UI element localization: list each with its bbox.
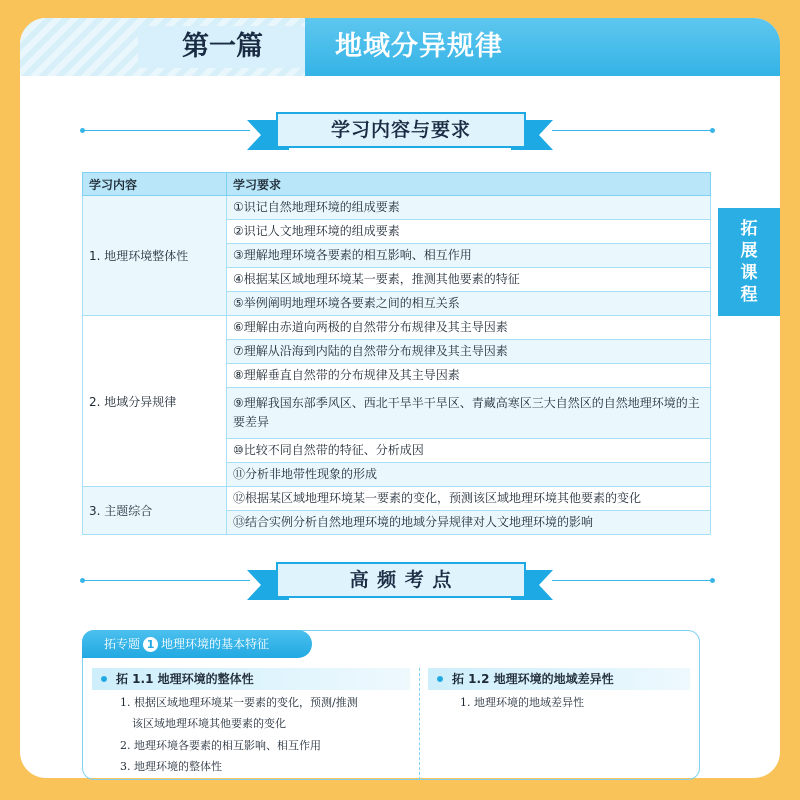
section-title: 高 频 考 点 [276,562,526,598]
table-row [83,316,711,340]
requirement-cell: ⑧理解垂直自然带的分布规律及其主导因素 [227,364,711,388]
topic-prefix: 拓专题 [104,637,141,651]
side-tab-char: 程 [740,285,758,305]
point-text: 该区域地理环境其他要素的变化 [132,717,286,730]
table-row [83,196,711,220]
side-tab-char: 拓 [740,219,758,239]
section-ribbon-learning [0,106,800,156]
requirement-cell: ⑪分析非地带性现象的形成 [227,463,711,487]
requirement-cell: ①识记自然地理环境的组成要素 [227,196,711,220]
table-header-row [83,173,711,196]
subtopic-heading [92,668,410,690]
ribbon-line-right [552,130,712,131]
subtopic-title: 拓 1.1 地理环境的整体性 [116,672,254,686]
requirement-cell: ⑤举例阐明地理环境各要素之间的相互关系 [227,292,711,316]
requirement-cell: ⑬结合实例分析自然地理环境的地域分异规律对人文地理环境的影响 [227,511,711,535]
topic-number-badge: 1 [143,637,158,652]
col-header-content: 学习内容 [83,173,227,196]
topic-name: 地理环境的基本特征 [161,637,270,651]
requirement-cell: ⑨理解我国东部季风区、西北干旱半干旱区、青藏高寒区三大自然区的自然地理环境的主要差异 [227,388,711,439]
requirement-cell: ⑩比较不同自然带的特征、分析成因 [227,439,711,463]
ribbon-line-left [82,580,250,581]
side-tab-char: 课 [740,263,758,283]
section-title: 学习内容与要求 [276,112,526,148]
col-header-requirement: 学习要求 [227,173,711,196]
column-divider [419,668,420,780]
ribbon-line-left [82,130,250,131]
subtopic-title: 拓 1.2 地理环境的地域差异性 [452,672,614,686]
section-ribbon-exam-points [0,556,800,606]
requirement-cell: ⑫根据某区域地理环境某一要素的变化，预测该区域地理环境其他要素的变化 [227,487,711,511]
point-text: 1. 根据区域地理环境某一要素的变化，预测/推测 [120,696,358,709]
chapter-label: 第一篇 [138,26,308,68]
point-text: 3. 地理环境的整体性 [120,760,222,773]
bullet-icon [437,676,443,682]
bullet-icon [101,676,107,682]
requirement-cell: ④根据某区域地理环境某一要素，推测其他要素的特征 [227,268,711,292]
requirement-cell: ⑦理解从沿海到内陆的自然带分布规律及其主导因素 [227,340,711,364]
table-row [83,487,711,511]
ribbon-line-right [552,580,712,581]
category-cell: 1. 地理环境整体性 [83,196,227,316]
ribbon-dot [710,578,715,583]
requirement-cell: ③理解地理环境各要素的相互影响、相互作用 [227,244,711,268]
subtopic-heading [428,668,690,690]
requirements-table [82,172,711,535]
point-text: 2. 地理环境各要素的相互影响、相互作用 [120,739,321,752]
category-cell: 3. 主题综合 [83,487,227,535]
requirement-cell: ⑥理解由赤道向两极的自然带分布规律及其主导因素 [227,316,711,340]
chapter-header [20,18,780,76]
chapter-title: 地域分异规律 [335,31,503,62]
requirement-cell: ②识记人文地理环境的组成要素 [227,220,711,244]
chapter-badge [20,18,305,76]
side-tab-char: 展 [740,241,758,261]
ribbon-dot [710,128,715,133]
side-tab-extension-course[interactable] [718,208,780,316]
category-cell: 2. 地域分异规律 [83,316,227,487]
point-text: 1. 地理环境的地域差异性 [460,696,584,709]
topic-tab[interactable] [82,630,312,658]
chapter-title-bar [305,18,780,76]
